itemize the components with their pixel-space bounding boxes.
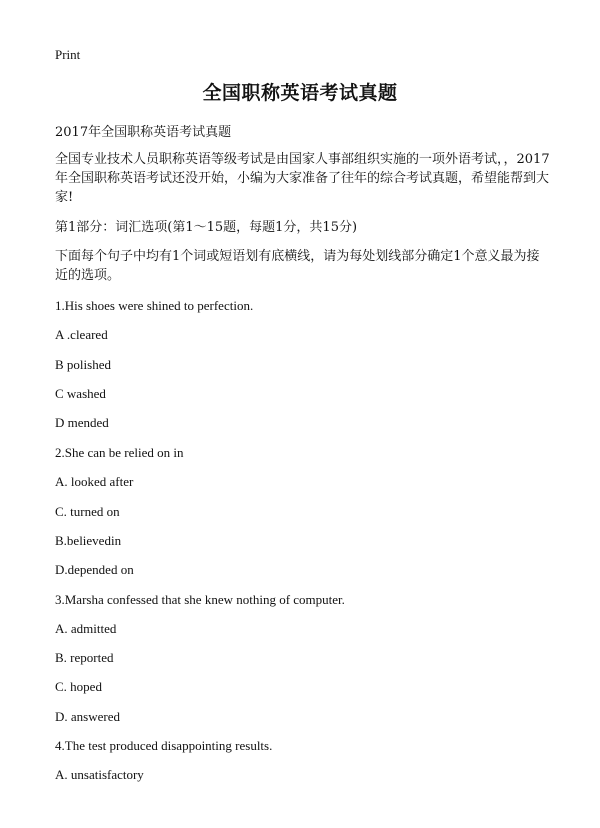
intro-paragraph: 全国专业技术人员职称英语等级考试是由国家人事部组织实施的一项外语考试，，2017年全国职称英语考试还没开始，小编为大家准备了往年的综合考试真题，希望能帮到大家! bbox=[55, 152, 550, 205]
question-option: A. admitted bbox=[55, 621, 117, 636]
subtitle: 2017年全国职称英语考试真题 bbox=[55, 125, 232, 140]
question-stem: 3.Marsha confessed that she knew nothing of computer. bbox=[55, 592, 345, 607]
question-option: D.depended on bbox=[55, 562, 134, 577]
question-option: D mended bbox=[55, 415, 109, 430]
question-option: A. unsatisfactory bbox=[55, 767, 144, 782]
page-title: 全国职称英语考试真题 bbox=[202, 82, 398, 104]
section-heading: 第1部分：词汇选项(第1～15题，每题1分，共15分) bbox=[55, 220, 358, 235]
question-option: D. answered bbox=[55, 709, 120, 724]
question-option: C. hoped bbox=[55, 679, 102, 694]
question-stem: 2.She can be relied on in bbox=[55, 445, 184, 460]
question-option: A .cleared bbox=[55, 327, 108, 342]
question-option: B. reported bbox=[55, 650, 114, 665]
question-stem: 1.His shoes were shined to perfection. bbox=[55, 298, 254, 313]
question-stem: 4.The test produced disappointing results. bbox=[55, 738, 273, 753]
question-option: C. turned on bbox=[55, 504, 120, 519]
print-label: Print bbox=[55, 47, 81, 62]
question-option: B.believedin bbox=[55, 533, 122, 548]
question-option: C washed bbox=[55, 386, 106, 401]
instructions-paragraph: 下面每个句子中均有1个词或短语划有底横线，请为每处划线部分确定1个意义最为接近的选项。 bbox=[55, 249, 540, 283]
question-option: B polished bbox=[55, 357, 111, 372]
question-option: A. looked after bbox=[55, 474, 134, 489]
